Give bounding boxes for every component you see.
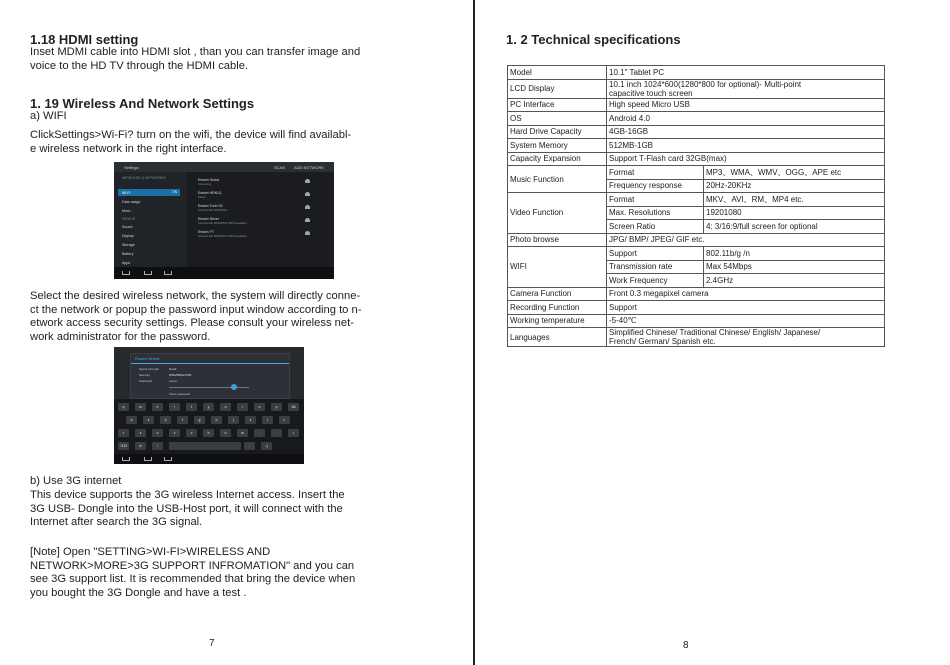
spec-row — [508, 287, 885, 301]
back-icon — [122, 271, 130, 275]
wifi-label: a) WIFI — [30, 110, 67, 122]
spec-value: 19201080 — [704, 206, 885, 220]
keyboard-key: i — [237, 403, 248, 411]
network-status: Secured with WPA/WPA2 (WPS available) — [198, 222, 247, 225]
dialog-title-underline — [131, 363, 289, 364]
soft-keyboard — [114, 399, 304, 454]
keyboard-key: m — [237, 429, 248, 437]
spec-value: 10.1 inch 1024*600(1280*800 for optional)- Multi-point capacitive touch screen — [607, 79, 885, 98]
spec-value: Max 54Mbps — [704, 260, 885, 274]
sidebar-header: WIRELESS & NETWORKS — [122, 176, 166, 180]
spec-value: MKV、AVI、RM、MP4 etc. — [704, 193, 885, 207]
sidebar-item-sound: Sound — [122, 225, 133, 229]
sidebar-item-apps: Apps — [122, 261, 131, 265]
spec-value: Front 0.3 megapixel camera — [607, 287, 885, 301]
spec-subname: Format — [607, 166, 704, 180]
spec-row — [508, 139, 885, 153]
keyboard-key: :-) — [261, 442, 272, 450]
keyboard-key: k — [245, 416, 256, 424]
spec-name: Recording Function — [508, 301, 607, 315]
keyboard-key: ⇧ — [118, 429, 129, 437]
keyboard-key: p — [271, 403, 282, 411]
keyboard-key: y — [203, 403, 214, 411]
specs-heading: 1. 2 Technical specifications — [506, 32, 681, 47]
keyboard-key: / — [152, 442, 163, 450]
wifi-password-screenshot — [114, 347, 304, 464]
hdmi-heading: 1.18 HDMI setting — [30, 32, 139, 47]
spec-value: 2.4GHz — [704, 274, 885, 288]
recent-apps-icon — [164, 457, 172, 461]
spec-name: OS — [508, 112, 607, 126]
3g-text: This device supports the 3G wireless Internet access. Insert the 3G USB- Dongle into the USB-Host port, it will connect with the Internet after search the 3G signal. — [30, 489, 345, 528]
sidebar-item-data-usage: Data usage — [122, 200, 141, 204]
sidebar-item-battery: Battery — [122, 252, 134, 256]
page-number-right: 8 — [683, 640, 689, 651]
spec-subname: Transmission rate — [607, 260, 704, 274]
keyboard-key: s — [143, 416, 154, 424]
keyboard-key: w — [135, 403, 146, 411]
spec-row — [508, 152, 885, 166]
keyboard-key: ⇧ — [288, 429, 299, 437]
network-status: Secured with WPA/WPA2 (WPS available) — [198, 235, 247, 238]
keyboard-key: x — [152, 429, 163, 437]
signal-strength-label: Signal strength — [139, 367, 160, 371]
wireless-heading: 1. 19 Wireless And Network Settings — [30, 96, 255, 111]
keyboard-key: l — [262, 416, 273, 424]
spec-value: Support — [607, 301, 885, 315]
network-name: Ewsim Sever — [198, 217, 219, 221]
spec-name: Model — [508, 66, 607, 80]
network-status: Secured with WPA/WPA2 — [198, 209, 228, 212]
network-name: Ewsim HRKU1 — [198, 191, 222, 195]
spec-row — [508, 314, 885, 328]
password-label: Password — [139, 379, 153, 383]
keyboard-key: c — [169, 429, 180, 437]
wifi-lock-icon — [305, 218, 310, 222]
keyboard-key — [169, 442, 241, 450]
spec-value: 10.1" Tablet PC — [607, 66, 885, 80]
spec-row — [508, 66, 885, 80]
spec-subname: Max. Resolutions — [607, 206, 704, 220]
keyboard-key: a — [126, 416, 137, 424]
keyboard-key: , — [254, 429, 265, 437]
spec-row — [508, 233, 885, 247]
settings-title: Settings — [124, 165, 139, 170]
text-cursor-handle — [231, 384, 237, 390]
sidebar-item-display: Display — [122, 234, 134, 238]
keyboard-key: g — [194, 416, 205, 424]
wifi-settings-screenshot — [114, 162, 334, 279]
spec-row — [508, 328, 885, 347]
dialog-title: Ewsim Server — [135, 356, 160, 361]
wifi-lock-icon — [305, 231, 310, 235]
spec-value: JPG/ BMP/ JPEG/ GIF etc. — [607, 233, 885, 247]
spec-name: LCD Display — [508, 79, 607, 98]
spec-row — [508, 125, 885, 139]
keyboard-key: h — [211, 416, 222, 424]
spec-value: Support T-Flash card 32GB(max) — [607, 152, 885, 166]
spec-value: 512MB-1GB — [607, 139, 885, 153]
settings-sidebar — [114, 172, 186, 267]
wifi-signal-icon — [305, 179, 310, 183]
security-label: Security — [139, 373, 150, 377]
show-password-checkbox: Show password — [169, 392, 191, 396]
spec-subname: Frequency response — [607, 179, 704, 193]
3g-label: b) Use 3G internet — [30, 475, 122, 487]
spec-name: Photo browse — [508, 233, 607, 247]
spec-name: Capacity Expansion — [508, 152, 607, 166]
wifi-text: ClickSettings>Wi-Fi? turn on the wifi, the device will find availabl- e wireless network in the right interface. — [30, 129, 352, 155]
spec-subname: Format — [607, 193, 704, 207]
sidebar-header-device: DEVICE — [122, 217, 136, 221]
keyboard-key: q — [118, 403, 129, 411]
android-nav-bar — [114, 454, 304, 464]
wifi-toggle: ON — [172, 190, 177, 194]
select-network-text: Select the desired wireless network, the system will directly conne- ct the network or popup the password input window according to n- etwork access security settings. Please consult your wireless net- work administrator for the password. — [30, 290, 362, 343]
settings-action-bar — [114, 162, 334, 172]
spec-value: 20Hz-20KHz — [704, 179, 885, 193]
keyboard-key: d — [160, 416, 171, 424]
network-name: Ewsim Turin 02 — [198, 204, 223, 208]
network-status: Saved — [198, 196, 206, 199]
spec-subname: Screen Ratio — [607, 220, 704, 234]
sidebar-item-wifi: Wi-Fi — [122, 191, 131, 195]
spec-name: Working temperature — [508, 314, 607, 328]
keyboard-key: ↵ — [279, 416, 290, 424]
note-text: [Note] Open "SETTING>WI-FI>WIRELESS AND NETWORK>MORE>3G SUPPORT INFROMATION" and you can see 3G support list. It is recommended that bring the device when you bought the 3G Dongle and have a test . — [30, 546, 356, 599]
left-page — [0, 0, 473, 665]
network-status: Connecting — [198, 183, 212, 186]
spec-row — [508, 112, 885, 126]
spec-table — [507, 65, 885, 347]
wifi-signal-icon — [305, 205, 310, 209]
security-value: WPA/WPA2 PSK — [169, 373, 192, 377]
android-nav-bar — [114, 267, 334, 279]
spec-name: System Memory — [508, 139, 607, 153]
scan-action: SCAN — [274, 165, 286, 170]
spec-row — [508, 301, 885, 315]
keyboard-key: ⚙ — [135, 442, 146, 450]
keyboard-key: o — [254, 403, 265, 411]
hdmi-text: Inset MDMI cable into HDMI slot , than you can transfer image and voice to the HD TV through the HDMI cable. — [30, 46, 361, 72]
spec-name: Music Function — [508, 166, 607, 193]
keyboard-key: u — [220, 403, 231, 411]
network-name: Ewsim YT — [198, 230, 215, 234]
back-icon — [122, 457, 130, 461]
home-icon — [144, 457, 152, 461]
keyboard-key: f — [177, 416, 188, 424]
spec-name: WIFI — [508, 247, 607, 288]
recent-apps-icon — [164, 271, 172, 275]
keyboard-key: t — [186, 403, 197, 411]
spec-value: -5-40℃ — [607, 314, 885, 328]
spec-name: Hard Drive Capacity — [508, 125, 607, 139]
spec-name: Languages — [508, 328, 607, 347]
keyboard-key: j — [228, 416, 239, 424]
sidebar-item-more: More... — [122, 209, 134, 213]
spec-name: PC Interface — [508, 98, 607, 112]
spec-value: High speed Micro USB — [607, 98, 885, 112]
home-icon — [144, 271, 152, 275]
spec-value: 802.11b/g /n — [704, 247, 885, 261]
spec-row — [508, 79, 885, 98]
spec-row — [508, 98, 885, 112]
page-number-left: 7 — [209, 638, 215, 649]
keyboard-key: v — [186, 429, 197, 437]
keyboard-key: e — [152, 403, 163, 411]
keyboard-key: r — [169, 403, 180, 411]
signal-strength-value: Good — [169, 367, 177, 371]
network-name: Ewsim Guest — [198, 178, 220, 182]
keyboard-key: b — [203, 429, 214, 437]
spec-value: MP3、WMA、WMV、OGG、APE etc — [704, 166, 885, 180]
spec-name: Camera Function — [508, 287, 607, 301]
spec-subname: Work Frequency — [607, 274, 704, 288]
spec-value: Android 4.0 — [607, 112, 885, 126]
password-underline — [169, 387, 249, 388]
spec-value: 4GB-16GB — [607, 125, 885, 139]
wifi-signal-icon — [305, 192, 310, 196]
keyboard-key: ⌫ — [288, 403, 299, 411]
spec-row — [508, 193, 885, 207]
sidebar-item-storage: Storage — [122, 243, 135, 247]
spec-name: Video Function — [508, 193, 607, 234]
spec-row — [508, 247, 885, 261]
spec-subname: Support — [607, 247, 704, 261]
keyboard-key: . — [271, 429, 282, 437]
network-dialog — [130, 353, 290, 399]
keyboard-key: n — [220, 429, 231, 437]
spec-row — [508, 166, 885, 180]
keyboard-key: ?123 — [119, 444, 128, 448]
spec-value: 4: 3/16:9/full screen for optional — [704, 220, 885, 234]
keyboard-key: - — [244, 442, 255, 450]
keyboard-key: z — [135, 429, 146, 437]
spec-value: Simplified Chinese/ Traditional Chinese/ English/ Japanese/ French/ German/ Spanish etc. — [607, 328, 885, 347]
add-network-action: ADD NETWORK — [294, 165, 324, 170]
password-field: •••••••• — [169, 379, 178, 383]
